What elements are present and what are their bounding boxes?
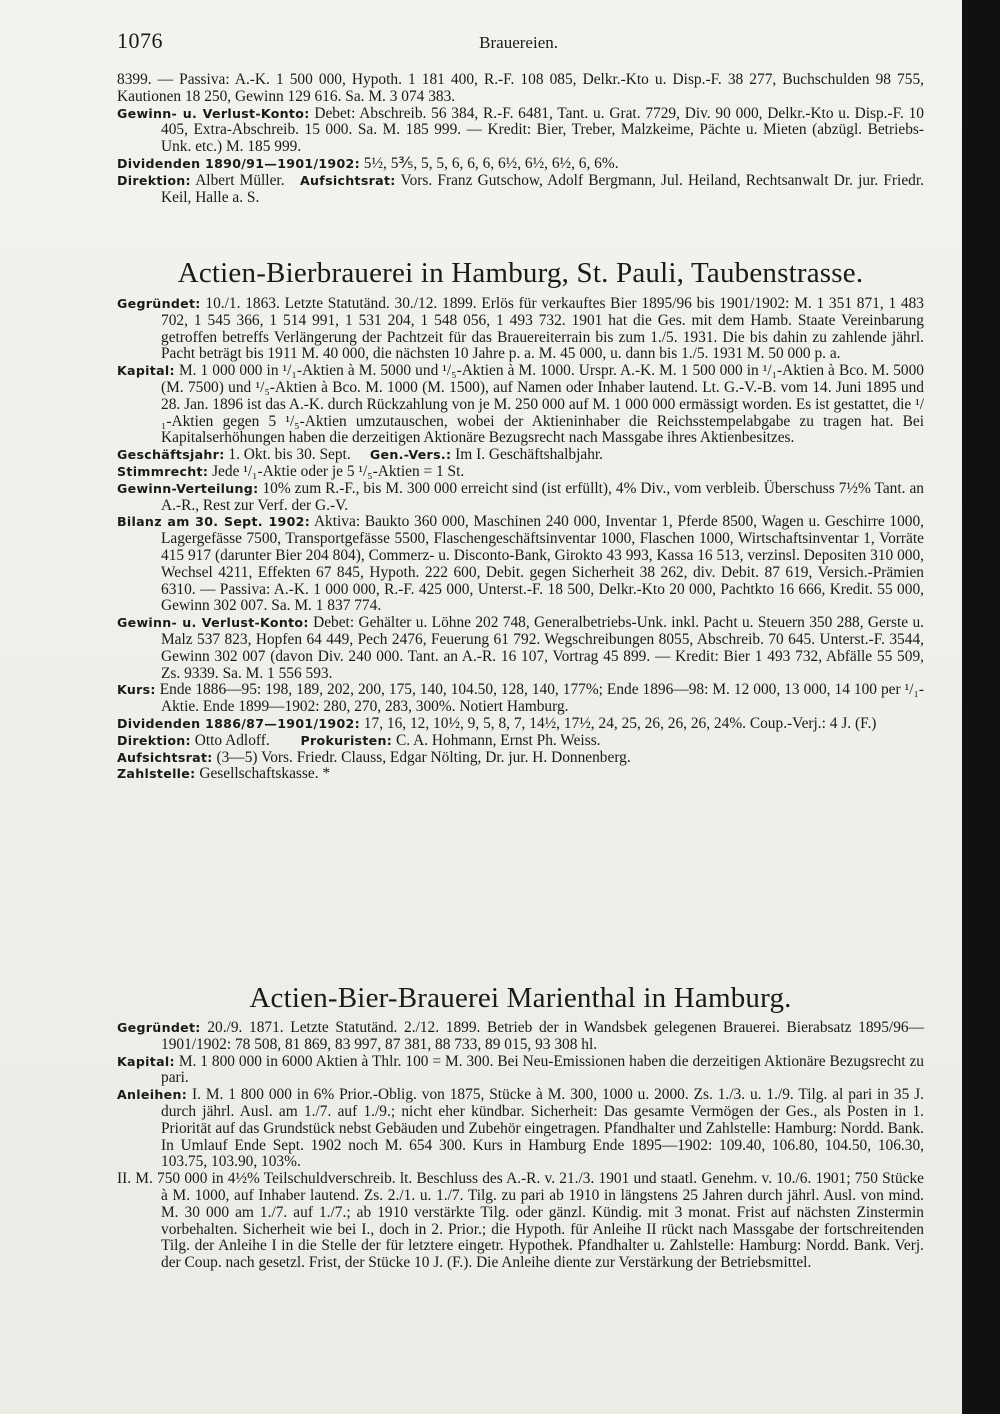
direktion-entry: Direktion: Otto Adloff. Prokuristen: C. A. Hohmann, Ernst Ph. Weiss. xyxy=(117,731,601,749)
running-title: Brauereien. xyxy=(479,33,558,52)
section-title-wrapper xyxy=(117,982,924,1015)
dividenden-paragraph: Dividenden 1890/91—1901/1902: 5½, 5⅗, 5, 5, 6, 6, 6, 6½, 6½, 6½, 6, 6%. xyxy=(117,154,619,172)
kapital-entry: Kapital: M. 1 000 000 in ¹/₁-Aktien à M. 5000 und ¹/₅-Aktien à M. 1000. Urspr. A.-K. M. 1 500 000 in ¹/₁-Aktien à Bco. M. 5000 (M. 7500) und ¹/₅-Aktien à Bco. M. 1000 (M. 1500), auf Namen oder Inhaber lautend. Lt. G.-V.-B. vom 14. Juni 1895 und 28. Jan. 1896 ist das A.-K. durch Rückzahlung von je M. 250 000 auf M. 1 000 000 ermässigt worden. Es ist gestattet, die ¹/₁-Aktien gegen 5 ¹/₅-Aktien umzutauschen, wobei der Aktieninhaber die Reichsstempelabgabe zu tragen hat. Bei Kapitalserhöhungen haben die derzeitigen Aktionäre Bezugsrecht nach Massgabe ihres Aktienbesitzes. xyxy=(117,362,924,447)
gegruendet-entry: Gegründet: 20./9. 1871. Letzte Statutänd. 2./12. 1899. Betrieb der in Wandsbek gelegenen Brauerei. Bierabsatz 1895/96—1901/1902: 78 508, 81 869, 83 997, 87 381, 88 733, 89 015, 93 308 hl. xyxy=(117,1019,924,1053)
passiva-paragraph: 8399. — Passiva: A.-K. 1 500 000, Hypoth. 1 181 400, R.-F. 108 085, Delkr.-Kto u. Disp.-F. 38 277, Buchschulden 98 755, Kautionen 18 250, Gewinn 129 616. Sa. M. 3 074 383. xyxy=(117,71,924,105)
gegruendet-entry: Gegründet: 10./1. 1863. Letzte Statutänd. 30./12. 1899. Erlös für verkauftes Bier 1895/96 bis 1901/1902: M. 1 351 871, 1 483 702, 1 545 366, 1 514 991, 1 531 204, 1 548 056, 1 493 732. 1901 hat die Ges. mit dem Hamb. Staate Vereinbarung getroffen betreffs Verlängerung der Pachtzeit für das Brauereiterrain bis zum 1./5. 1931. Die bis dahin zu zahlende jährl. Pacht beträgt bis 1911 M. 40 000, die nächsten 10 Jahre p. a. M. 45 000, u. dann bis 1./5. 1931 M. 50 000 p. a. xyxy=(117,295,924,363)
page-number: 1076 xyxy=(117,28,163,53)
section-title-marienthal: Actien-Bier-Brauerei Marienthal in Hamburg. xyxy=(249,982,792,1014)
kurs-entry: Kurs: Ende 1886—95: 198, 189, 202, 200, 175, 140, 104.50, 128, 140, 177%; Ende 1896—98: M. 12 000, 13 000, 14 100 per ¹/₁-Aktie. Ende 1899—1902: 280, 270, 283, 300%. Notiert Hamburg. xyxy=(117,681,924,716)
gewinn-verlust-entry: Gewinn- u. Verlust-Konto: Debet: Gehälter u. Löhne 202 748, Generalbetriebs-Unk. inkl. Pacht u. Steuern 350 288, Gerste u. Malz 537 823, Hopfen 64 449, Pech 2476, Feuerung 61 792. Wegschreibungen 8055, Abschreib. 70 645. Unterst.-F. 3544, Gewinn 302 007 (davon Div. 240 000. Tant. an A.-R. 16 107, Vortrag 45 899. — Kredit: Bier 1 493 732, Abfälle 55 509, Zs. 9339. Sa. M. 1 556 593. xyxy=(117,614,924,682)
section-marienthal xyxy=(117,1020,924,1272)
section-title-st-pauli: Actien-Bierbrauerei in Hamburg, St. Pauli, Taubenstrasse. xyxy=(177,257,864,289)
zahlstelle-entry: Zahlstelle: Gesellschaftskasse. * xyxy=(117,765,331,783)
section-title-wrapper xyxy=(117,257,924,290)
stimmrecht-entry: Stimmrecht: Jede ¹/₁-Aktie oder je 5 ¹/₅-Aktien = 1 St. xyxy=(117,462,465,480)
kapital-entry: Kapital: M. 1 800 000 in 6000 Aktien à Thlr. 100 = M. 300. Bei Neu-Emissionen haben die derzeitigen Aktionäre Bezugsrecht zu pari. xyxy=(117,1052,924,1087)
section-st-pauli xyxy=(117,296,924,783)
dividenden-entry: Dividenden 1886/87—1901/1902: 17, 16, 12, 10½, 9, 5, 8, 7, 14½, 17½, 24, 25, 26, 26, 26, 24%. Coup.-Verj.: 4 J. (F.) xyxy=(117,714,877,732)
gewinn-verlust-paragraph: Gewinn- u. Verlust-Konto: Debet: Abschreib. 56 384, R.-F. 6481, Tant. u. Grat. 7729, Div. 90 000, Delkr.-Kto u. Disp.-F. 10 405, Extra-Abschreib. 15 000. Sa. M. 185 999. — Kredit: Bier, Treber, Malzkeime, Pächte u. Mieten (abzügl. Betriebs-Unk. etc.) M. 185 999. xyxy=(117,104,924,156)
anleihen-entry: Anleihen: I. M. 1 800 000 in 6% Prior.-Oblig. von 1875, Stücke à M. 300, 1000 u. 2000. Zs. 1./3. u. 1./9. Tilg. al pari in 35 J. durch jährl. Ausl. am 1./7. auf 1./9.; nicht eher kündbar. Sicherheit: Das gesamte Vermögen der Ges., als Posten in 1. Priorität auf das Grundstück nebst Gebäuden und Zubehör eingetragen. Pfandhalter und Zahlstelle: Hamburg: Nordd. Bank. In Umlauf Ende Sept. 1902 noch M. 654 300. Kurs in Hamburg Ende 1895—1902: 109.40, 106.80, 104.50, 106.30, 103.75, 103.90, 103%. xyxy=(117,1086,924,1171)
aufsichtsrat-entry: Aufsichtsrat: (3—5) Vors. Friedr. Clauss, Edgar Nölting, Dr. jur. H. Donnenberg. xyxy=(117,748,631,766)
section-continuation xyxy=(117,72,924,206)
bilanz-entry: Bilanz am 30. Sept. 1902: Aktiva: Baukto 360 000, Maschinen 240 000, Inventar 1, Pferde 8500, Wagen u. Geschirre 1000, Lagergefässe 7500, Transportgefässe 5500, Flaschengeschäftsinventar 1000, Flaschen 1000, Wirtschaftsinventar 1, Vorräte 415 917 (darunter Bier 204 804), Commerz- u. Disconto-Bank, Girokto 43 993, Kassa 16 513, verzinsl. Depositen 310 000, Wechsel 4211, Effekten 67 845, Hypoth. 222 600, Debit. gegen Sicherheit 38 262, div. Debit. 87 619, Versich.-Prämien 6310. — Passiva: A.-K. 1 000 000, R.-F. 425 000, Unterst.-F. 18 500, Delkr.-Kto 20 000, Pachtkto 16 666, Kredit. 55 000, Gewinn 302 007. Sa. M. 1 837 774. xyxy=(117,513,925,615)
direktion-paragraph: Direktion: Albert Müller. Aufsichtsrat: Vors. Franz Gutschow, Adolf Bergmann, Jul. Heiland, Rechtsanwalt Dr. jur. Friedr. Keil, Halle a. S. xyxy=(117,171,924,206)
scan-edge-shadow xyxy=(962,0,1000,1414)
gewinn-verteilung-entry: Gewinn-Verteilung: 10% zum R.-F., bis M. 300 000 erreicht sind (ist erfüllt), 4% Div., vom verbleib. Überschuss 7½% Tant. an A.-R., Rest zur Verf. der G.-V. xyxy=(117,479,924,514)
geschaeftsjahr-entry: Geschäftsjahr: 1. Okt. bis 30. Sept. Gen.-Vers.: Im I. Geschäftshalbjahr. xyxy=(117,446,604,464)
anleihen-ii-entry: II. M. 750 000 in 4½% Teilschuldverschreib. lt. Beschluss des A.-R. v. 21./3. 1901 und staatl. Genehm. v. 10./6. 1901; 750 Stücke à M. 1000, auf Inhaber lautend. Zs. 2./1. u. 1./7. Tilg. zu pari ab 1910 in längstens 25 Jahren durch jährl. Ausl. von mind. M. 30 000 am 1./7. auf 1./7.; ab 1910 verstärkte Tilg. oder gänzl. Kündig. mit 3 monat. Frist auf nächsten Zinstermin vorbehalten. Sicherheit wie bei I., doch in 2. Prior.; die Hypoth. für Anleihe II rückt nach Massgabe der fortschreitenden Tilg. der Anleihe I in die Stelle der für letztere eingetr. Hypothek. Pfandhalter u. Zahlstelle: Hamburg: Nordd. Bank. Verj. der Coup. nach gesetzl. Frist, der Stücke 10 J. (F.). Die Anleihe diente zur Verstärkung der Betriebsmittel. xyxy=(117,1170,924,1272)
page-header xyxy=(117,28,918,54)
